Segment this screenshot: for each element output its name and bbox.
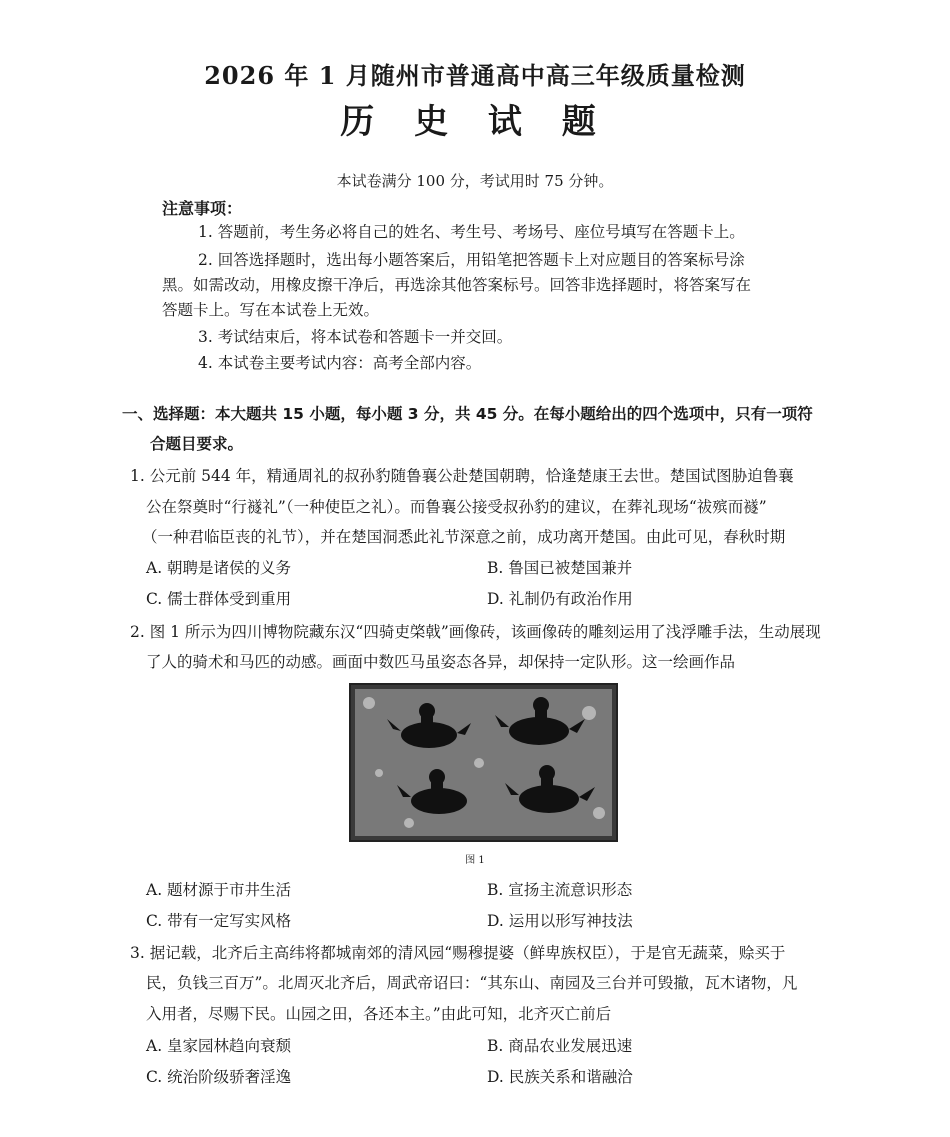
figure-1-rubbing — [349, 683, 618, 842]
q1-stem-line: 公在祭奠时“行襚礼”（一种使臣之礼）。而鲁襄公接受叔孙豹的建议，在葬礼现场“祓殡而襚” — [146, 498, 767, 516]
q1-option-c: C. 儒士群体受到重用 — [146, 590, 292, 608]
q3-option-b: B. 商品农业发展迅速 — [487, 1037, 633, 1055]
q2-option-d: D. 运用以形写神技法 — [487, 912, 633, 930]
figure-caption: 图 1 — [465, 855, 485, 866]
q1-option-d: D. 礼制仍有政治作用 — [487, 590, 633, 608]
exam-title: 2026 年 1 月随州市普通高中高三年级质量检测 — [204, 61, 746, 90]
q2-option-a: A. 题材源于市井生活 — [146, 881, 292, 899]
note-line: 4. 本试卷主要考试内容：高考全部内容。 — [198, 354, 482, 372]
q2-stem-line: 2. 图 1 所示为四川博物院藏东汉“四骑吏棨戟”画像砖，该画像砖的雕刻运用了浅浮雕手法，生动展现 — [130, 623, 821, 641]
section-heading-cont: 合题目要求。 — [150, 435, 244, 453]
section-heading: 一、选择题：本大题共 15 小题，每小题 3 分，共 45 分。在每小题给出的四个选项中，只有一项符 — [122, 405, 813, 423]
q3-option-c: C. 统治阶级骄奢淫逸 — [146, 1068, 292, 1086]
q3-stem-line: 民，负钱三百万”。北周灭北齐后，周武帝诏曰：“其东山、南园及三台并可毁撤，瓦木诸物，凡 — [146, 974, 798, 992]
note-line: 2. 回答选择题时，选出每小题答案后，用铅笔把答题卡上对应题目的答案标号涂 — [198, 251, 745, 269]
q1-stem-line: （一种君临臣丧的礼节），并在楚国洞悉此礼节深意之前，成功离开楚国。由此可见，春秋时期 — [142, 528, 786, 546]
q1-option-b: B. 鲁国已被楚国兼并 — [487, 559, 633, 577]
subject-title: 历 史 试 题 — [340, 102, 610, 142]
q1-option-a: A. 朝聘是诸侯的义务 — [146, 559, 292, 577]
q1-stem-line: 1. 公元前 544 年，精通周礼的叔孙豹随鲁襄公赴楚国朝聘，恰逢楚康王去世。楚国试图胁迫鲁襄 — [130, 467, 794, 485]
q3-stem-line: 3. 据记载，北齐后主高纬将都城南郊的清风园“赐穆提婆（鲜卑族权臣），于是官无蔬菜，赊买于 — [130, 944, 786, 962]
notes-heading: 注意事项： — [162, 199, 243, 218]
exam-meta: 本试卷满分 100 分，考试用时 75 分钟。 — [336, 172, 614, 190]
q2-option-c: C. 带有一定写实风格 — [146, 912, 292, 930]
note-line: 3. 考试结束后，将本试卷和答题卡一并交回。 — [198, 328, 513, 346]
q2-stem-line: 了人的骑术和马匹的动感。画面中数匹马虽姿态各异，却保持一定队形。这一绘画作品 — [146, 653, 736, 671]
note-line: 黑。如需改动，用橡皮擦干净后，再选涂其他答案标号。回答非选择题时，将答案写在 — [162, 276, 752, 294]
q3-option-d: D. 民族关系和谐融洽 — [487, 1068, 633, 1086]
q3-option-a: A. 皇家园林趋向衰颓 — [146, 1037, 292, 1055]
note-line: 答题卡上。写在本试卷上无效。 — [162, 301, 380, 319]
note-line: 1. 答题前，考生务必将自己的姓名、考生号、考场号、座位号填写在答题卡上。 — [198, 223, 745, 241]
q2-option-b: B. 宣扬主流意识形态 — [487, 881, 633, 899]
q3-stem-line: 入用者，尽赐下民。山园之田，各还本主。”由此可知，北齐灭亡前后 — [146, 1005, 612, 1023]
